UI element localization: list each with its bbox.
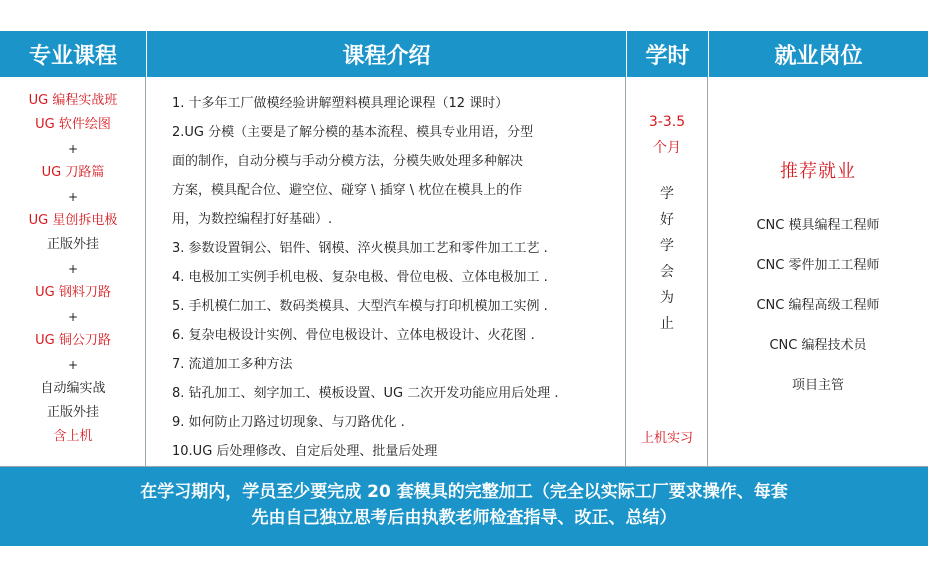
intro-line: 8. 钻孔加工、刻字加工、模板设置、UG 二次开发功能应用后处理 . xyxy=(172,386,559,401)
plus-separator: + xyxy=(67,310,79,324)
intro-line: 2.UG 分模（主要是了解分模的基本流程、模具专业用语，分型 xyxy=(172,125,534,140)
top-margin xyxy=(0,0,928,31)
header-hours: 学时 xyxy=(626,31,708,77)
intro-line: 5. 手机模仁加工、数码类模具、大型汽车模与打印机模加工实例 . xyxy=(172,299,548,314)
header-course: 专业课程 xyxy=(0,31,146,77)
job-item: CNC 编程高级工程师 xyxy=(756,298,880,313)
footer-banner xyxy=(0,467,928,546)
vertical-char: 好 xyxy=(660,212,674,228)
hours-duration xyxy=(626,109,708,161)
plus-separator: + xyxy=(67,358,79,372)
course-item: UG 铜公刀路 xyxy=(35,333,111,348)
course-item: UG 钢料刀路 xyxy=(35,285,111,300)
intro-line: 3. 参数设置铜公、铝件、钢模、淬火模具加工艺和零件加工工艺 . xyxy=(172,241,548,256)
intro-line: 10.UG 后处理修改、自定后处理、批量后处理 xyxy=(172,444,438,459)
course-table xyxy=(0,31,928,467)
intro-line: 方案，模具配合位、避空位、碰穿 \ 插穿 \ 枕位在模具上的作 xyxy=(172,183,523,198)
course-column xyxy=(0,77,146,467)
course-item: 自动编实战 xyxy=(40,381,106,396)
hours-column xyxy=(626,77,708,467)
jobs-column xyxy=(708,77,928,467)
intro-line: 6. 复杂电极设计实例、骨位电极设计、立体电极设计、火花图 . xyxy=(172,328,535,343)
hours-practice: 上机实习 xyxy=(640,431,693,446)
vertical-char: 学 xyxy=(660,186,674,202)
intro-line: 面的制作，自动分模与手动分模方法，分模失败处理多种解决 xyxy=(172,154,524,169)
vertical-char: 会 xyxy=(660,264,674,280)
hours-duration-unit: 个月 xyxy=(653,140,681,156)
header-intro: 课程介绍 xyxy=(146,31,626,77)
intro-line: 9. 如何防止刀路过切现象、与刀路优化 . xyxy=(172,415,405,430)
course-item-note: 含上机 xyxy=(53,429,93,444)
intro-line: 用，为数控编程打好基础）. xyxy=(172,212,333,227)
vertical-char: 为 xyxy=(660,290,674,306)
vertical-char: 止 xyxy=(660,316,674,332)
job-item: 项目主管 xyxy=(791,378,844,393)
vertical-char: 学 xyxy=(660,238,674,254)
course-list xyxy=(0,89,146,449)
course-item: UG 刀路篇 xyxy=(41,165,105,180)
intro-list xyxy=(172,89,618,466)
footer-line-2: 先由自己独立思考后由执教老师检查指导、改正、总结） xyxy=(251,508,677,528)
job-item: CNC 零件加工工程师 xyxy=(756,258,880,273)
course-main-title: UG 编程实战班 xyxy=(28,93,118,108)
intro-line: 7. 流道加工多种方法 xyxy=(172,357,293,372)
plus-separator: + xyxy=(67,190,79,204)
bottom-margin xyxy=(0,546,928,562)
course-item: UG 星创拆电极 xyxy=(28,213,118,228)
plus-separator: + xyxy=(67,142,79,156)
plus-separator: + xyxy=(67,262,79,276)
footer-line-1: 在学习期内，学员至少要完成 20 套模具的完整加工（完全以实际工厂要求操作、每套 xyxy=(140,482,788,502)
intro-line: 1. 十多年工厂做模经验讲解塑料模具理论课程（12 课时） xyxy=(172,96,509,111)
hours-vertical-text xyxy=(626,181,708,337)
intro-column xyxy=(146,77,626,467)
jobs-title: 推荐就业 xyxy=(780,161,856,182)
course-item: UG 软件绘图 xyxy=(35,117,111,132)
course-item-note: 正版外挂 xyxy=(46,237,99,252)
job-item: CNC 模具编程工程师 xyxy=(756,218,880,233)
header-jobs: 就业岗位 xyxy=(708,31,928,77)
intro-line: 4. 电极加工实例手机电极、复杂电极、骨位电极、立体电极加工 . xyxy=(172,270,548,285)
course-item-note: 正版外挂 xyxy=(46,405,99,420)
jobs-list xyxy=(708,215,928,415)
hours-duration-value: 3-3.5 xyxy=(648,114,686,130)
job-item: CNC 编程技术员 xyxy=(769,338,867,353)
